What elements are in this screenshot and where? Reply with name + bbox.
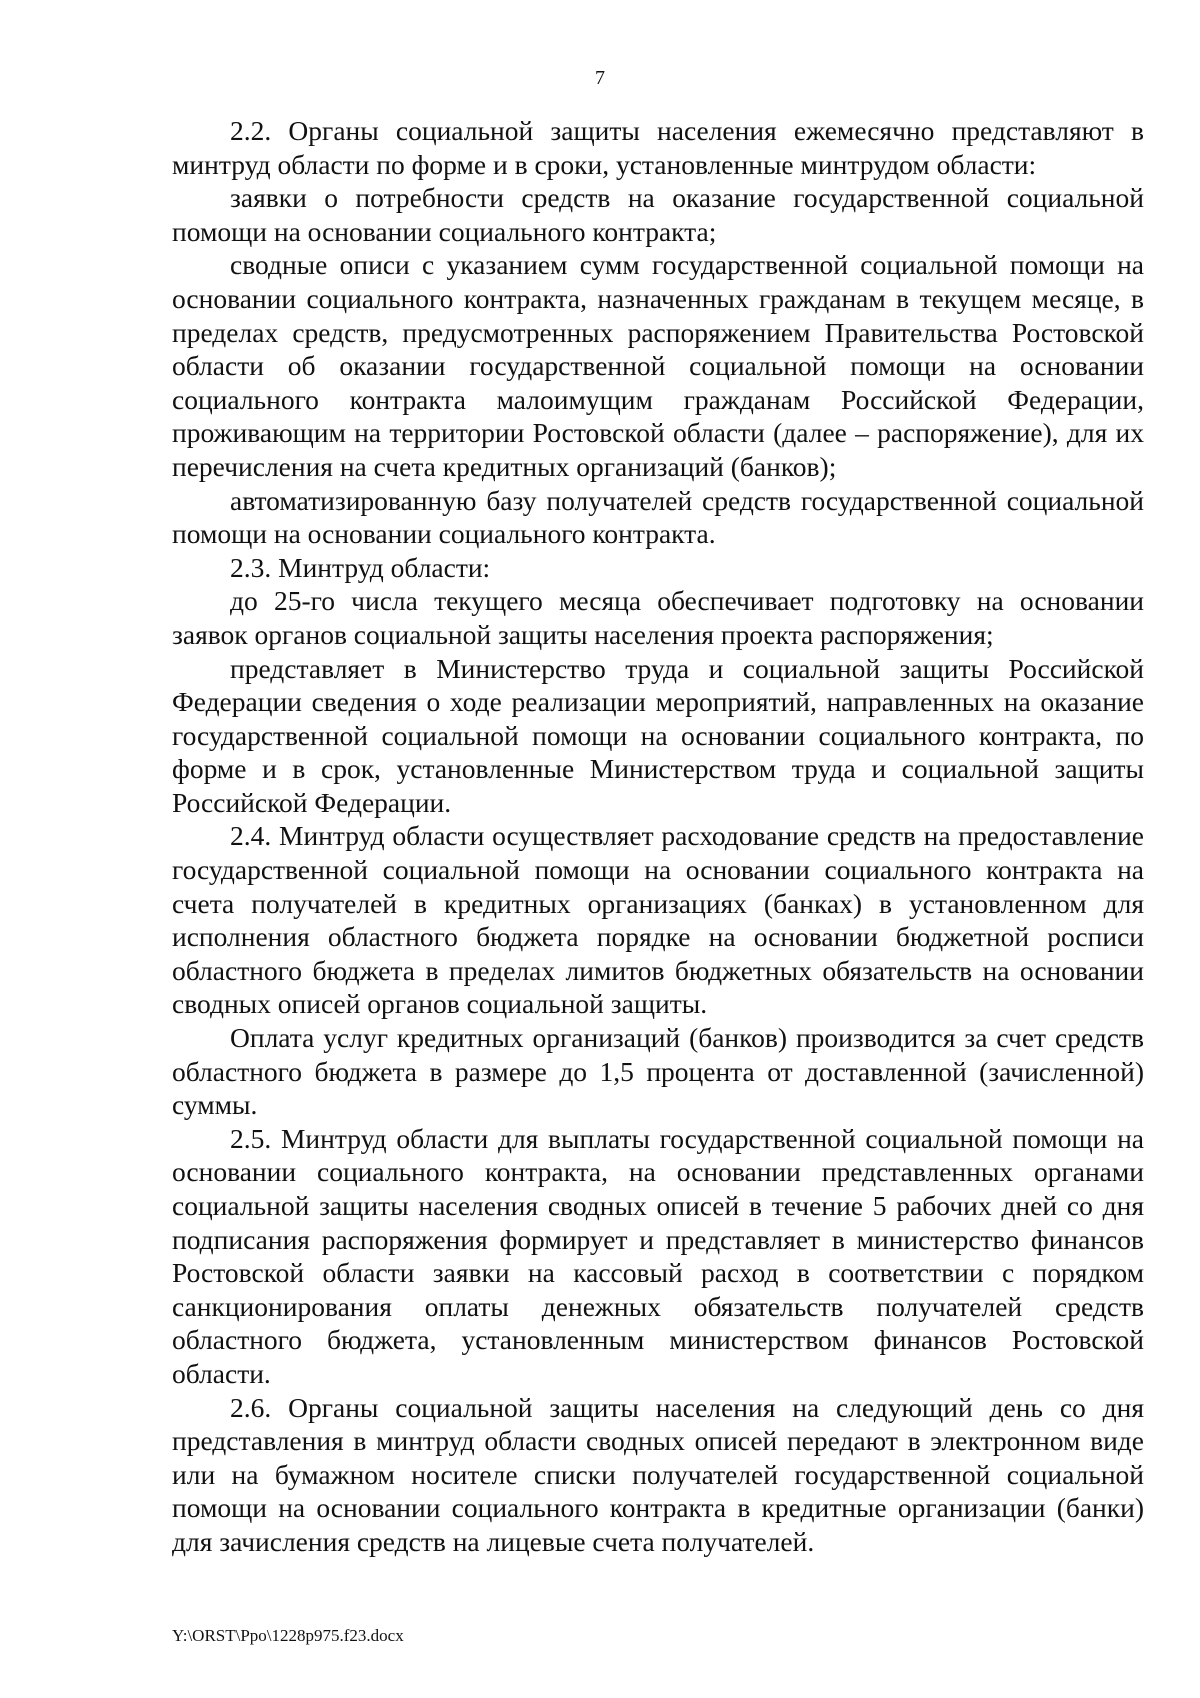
paragraph-database: автоматизированную базу получателей средств государственной социальной помощи на основании социального контракта. <box>172 484 1144 550</box>
paragraph-2-6: 2.6. Органы социальной защиты населения на следующий день со дня представления в минтруд области сводных описей передают в электронном виде или на бумажном носителе списки получателей государственной социальной помощи на основании социального контракта в кредитные организации (банки) для зачисления средств на лицевые счета получателей. <box>172 1391 1144 1557</box>
page-number: 7 <box>595 67 605 89</box>
paragraph-bank-fees: Оплата услуг кредитных организаций (банков) производится за счет средств областного бюджета в размере до 1,5 процента от доставленной (зачисленной) суммы. <box>172 1022 1144 1121</box>
paragraph-deadline: до 25-го числа текущего месяца обеспечивает подготовку на основании заявок органов социальной защиты населения проекта распоряжения; <box>172 585 1144 650</box>
document-body <box>172 114 1144 1559</box>
footer-file-path: Y:\ORST\Ppo\1228p975.f23.docx <box>172 1626 404 1645</box>
paragraph-2-3: 2.3. Минтруд области: <box>230 551 491 583</box>
paragraph-2-4: 2.4. Минтруд области осуществляет расходование средств на предоставление государственной социальной помощи на основании социального контракта на счета получателей в кредитных организациях (банках) в установленном для исполнения областного бюджета порядке на основании бюджетной росписи областного бюджета в пределах лимитов бюджетных обязательств на основании сводных описей органов социальной защиты. <box>172 820 1144 1020</box>
paragraph-requests: заявки о потребности средств на оказание государственной социальной помощи на основании социального контракта; <box>172 182 1144 247</box>
paragraph-2-5: 2.5. Минтруд области для выплаты государственной социальной помощи на основании социального контракта, на основании представленных органами социальной защиты населения сводных описей в течение 5 рабочих дней со дня подписания распоряжения формирует и представляет в министерство финансов Ростовской области заявки на кассовый расход в соответствии с порядком санкционирования оплаты денежных обязательств получателей средств областного бюджета, установленным министерством финансов Ростовской области. <box>172 1122 1144 1389</box>
paragraph-ministry-report: представляет в Министерство труда и социальной защиты Российской Федерации сведения о ходе реализации мероприятий, направленных на оказание государственной социальной помощи на основании социального контракта, по форме и в срок, установленные Министерством труда и социальной защиты Российской Федерации. <box>172 652 1144 818</box>
paragraph-summary-lists: сводные описи с указанием сумм государственной социальной помощи на основании социального контракта, назначенных гражданам в текущем месяце, в пределах средств, предусмотренных распоряжением Правительства Ростовской области об оказании государственной социальной помощи на основании социального контракта малоимущим гражданам Российской Федерации, проживающим на территории Ростовской области (далее – распоряжение), для их перечисления на счета кредитных организаций (банков); <box>172 249 1144 482</box>
paragraph-2-2: 2.2. Органы социальной защиты населения ежемесячно представляют в минтруд области по форме и в сроки, установленные минтрудом области: <box>172 115 1144 180</box>
